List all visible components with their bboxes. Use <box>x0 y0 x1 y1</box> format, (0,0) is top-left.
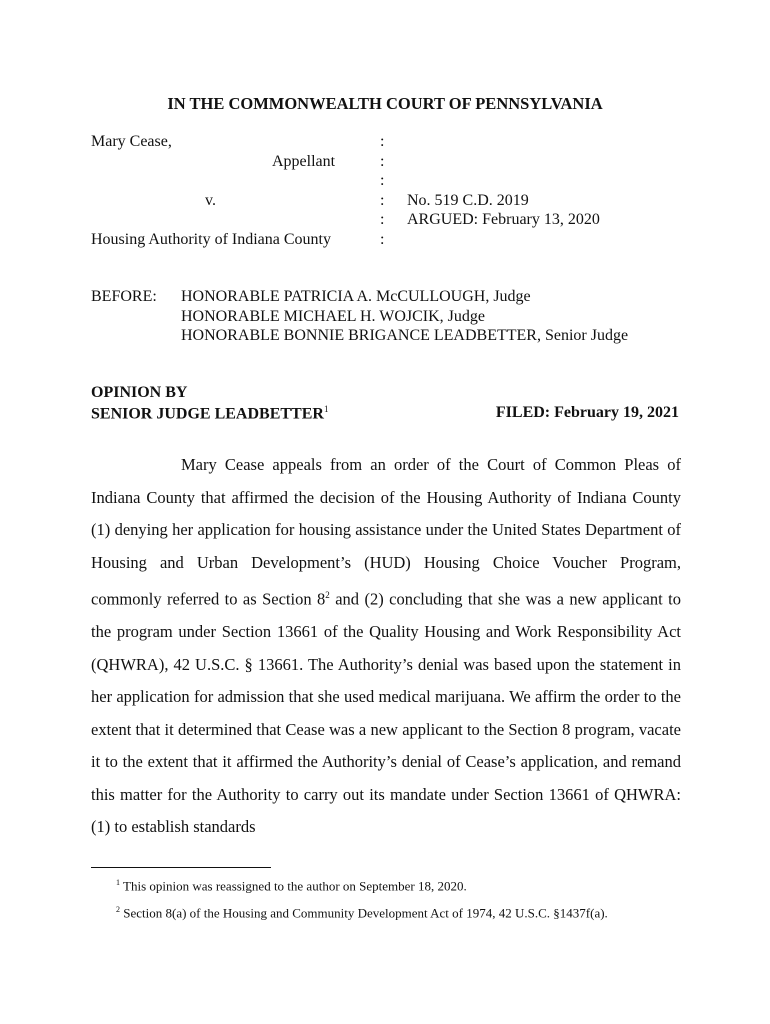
docket-number: No. 519 C.D. 2019 <box>407 192 529 209</box>
judge-line: HONORABLE BONNIE BRIGANCE LEADBETTER, Senior Judge <box>181 327 629 344</box>
footnote-ref[interactable]: 2 <box>325 590 330 600</box>
opinion-body <box>91 449 681 844</box>
footnote-text: Section 8(a) of the Housing and Community Development Act of 1974, 42 U.S.C. §1437f(a). <box>123 905 608 921</box>
footnote-number: 1 <box>116 878 120 887</box>
footnote-number: 2 <box>116 905 120 914</box>
footnote-ref[interactable]: 1 <box>323 404 329 414</box>
body-text-part: Mary Cease appeals from an order of the Court of Common Pleas of Indiana County that affirmed the decision of the Housing Authority of Indiana County (1) denying her application for housing assistance under the United States Department of Housing and Urban Development’s (HUD) Housing Choice Voucher Program, commonly referred to as Section 8 <box>91 455 681 609</box>
opinion-author <box>91 404 328 423</box>
before-label: BEFORE: <box>91 288 157 305</box>
appellee: Housing Authority of Indiana County <box>91 231 331 248</box>
versus: v. <box>205 192 216 209</box>
caption-colon: : <box>380 153 385 170</box>
appellant-role: Appellant <box>272 153 336 170</box>
footnote-text: This opinion was reassigned to the author on September 18, 2020. <box>123 878 467 894</box>
opinion-by: OPINION BY <box>91 384 188 401</box>
judge-line: HONORABLE PATRICIA A. McCULLOUGH, Judge <box>181 288 531 305</box>
argued-date: ARGUED: February 13, 2020 <box>407 211 600 228</box>
caption-colon: : <box>380 133 385 150</box>
caption-colon: : <box>380 172 385 189</box>
filed-date: FILED: February 19, 2021 <box>495 404 679 421</box>
footnote <box>116 905 608 921</box>
caption-colon: : <box>380 231 385 248</box>
caption-colon: : <box>380 211 385 228</box>
appellant-name: Mary Cease, <box>91 133 172 150</box>
body-text-part: and (2) concluding that she was a new applicant to the program under Section 13661 of the Quality Housing and Work Responsibility Act (QHWRA), 42 U.S.C. § 13661. The Authority’s denial was based upon the statement in her application for admission that she used medical marijuana. We affirm the order to the extent that it determined that Cease was a new applicant to the Section 8 program, vacate it to the extent that it affirmed the Authority’s denial of Cease’s application, and remand this matter for the Authority to carry out its mandate under Section 13661 of QHWRA: (1) to establish standards <box>91 589 681 836</box>
caption-colon: : <box>380 192 385 209</box>
footnote <box>116 878 467 894</box>
footnote-divider <box>91 867 271 868</box>
court-title: IN THE COMMONWEALTH COURT OF PENNSYLVANIA <box>167 94 603 113</box>
opinion-author-name: SENIOR JUDGE LEADBETTER <box>91 405 324 423</box>
judge-line: HONORABLE MICHAEL H. WOJCIK, Judge <box>181 308 485 325</box>
